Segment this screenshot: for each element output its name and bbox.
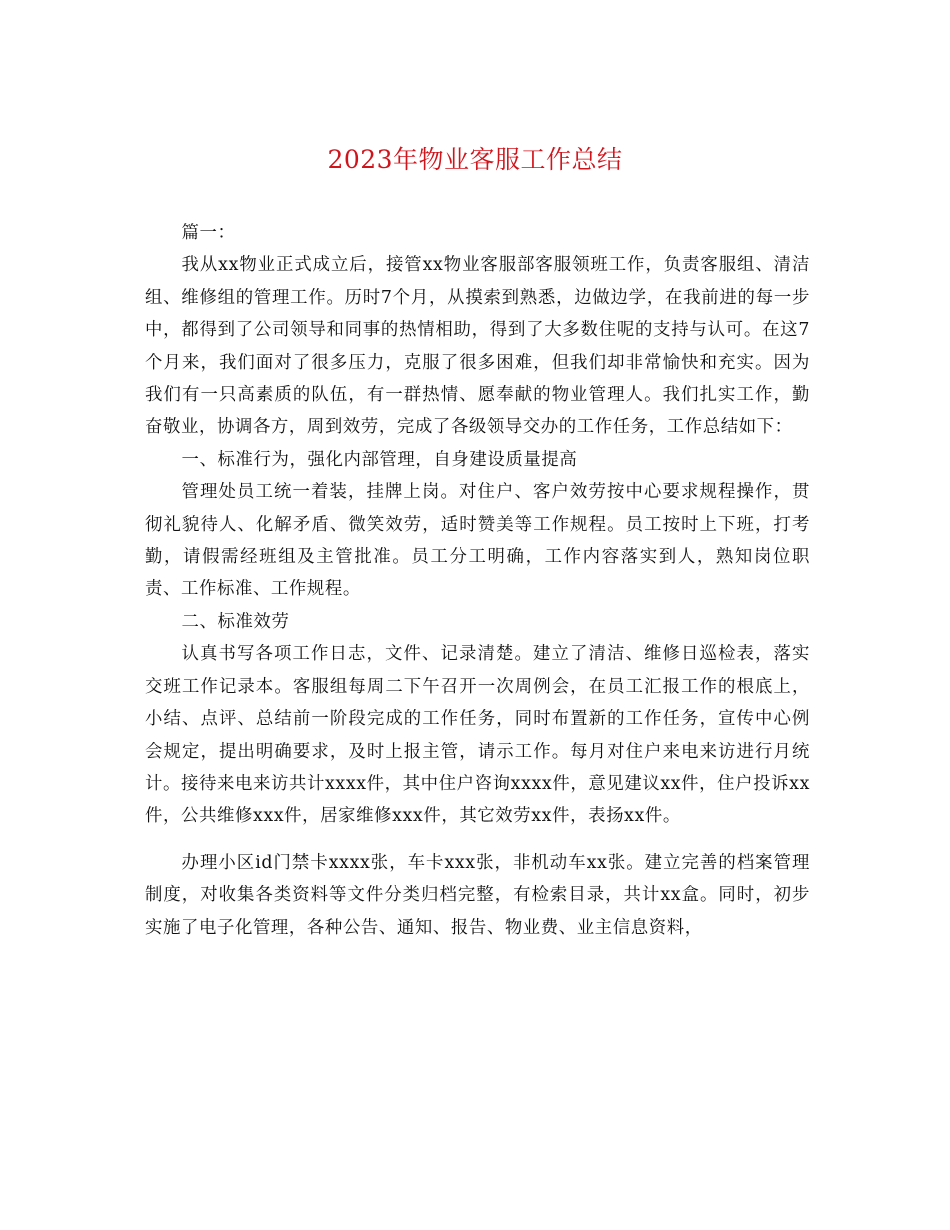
section-heading-2: 二、标准效劳 (181, 611, 290, 632)
section-label: 篇一： (181, 223, 236, 243)
document-body (145, 217, 810, 944)
records-paragraph: 办理小区id门禁卡xxxx张，车卡xxx张，非机动车xx张。建立完善的档案管理制度，对收集各类资料等文件分类归档完整，有检索目录，共计xx盒。同时，初步实施了电子化管理，各种公告、通知、报告、物业费、业主信息资料， (145, 852, 810, 938)
document-title: 2023年物业客服工作总结 (327, 145, 623, 174)
section-heading-1: 一、标准行为，强化内部管理，自身建设质量提高 (181, 449, 578, 470)
intro-paragraph: 我从xx物业正式成立后，接管xx物业客服部客服领班工作，负责客服组、清洁组、维修组的管理工作。历时7个月，从摸索到熟悉，边做边学，在我前进的每一步中，都得到了公司领导和同事的热情相助，得到了大多数住呢的支持与认可。在这7个月来，我们面对了很多压力，克服了很多困难，但我们却非常愉快和充实。因为我们有一只高素质的队伍，有一群热情、愿奉献的物业管理人。我们扎实工作，勤奋敬业，协调各方，周到效劳，完成了各级领导交办的工作任务，工作总结如下： (145, 255, 810, 438)
management-paragraph: 管理处员工统一着装，挂牌上岗。对住户、客户效劳按中心要求规程操作，贯彻礼貌待人、化解矛盾、微笑效劳，适时赞美等工作规程。员工按时上下班，打考勤，请假需经班组及主管批准。员工分工明确，工作内容落实到人，熟知岗位职责、工作标准、工作规程。 (145, 482, 810, 600)
service-paragraph: 认真书写各项工作日志，文件、记录清楚。建立了清洁、维修日巡检表，落实交班工作记录本。客服组每周二下午召开一次周例会，在员工汇报工作的根底上，小结、点评、总结前一阶段完成的工作任务，同时布置新的工作任务，宣传中心例会规定，提出明确要求，及时上报主管，请示工作。每月对住户来电来访进行月统计。接待来电来访共计xxxx件，其中住户咨询xxxx件，意见建议xx件，住户投诉xx件，公共维修xxx件，居家维修xxx件，其它效劳xx件，表扬xx件。 (145, 644, 810, 827)
